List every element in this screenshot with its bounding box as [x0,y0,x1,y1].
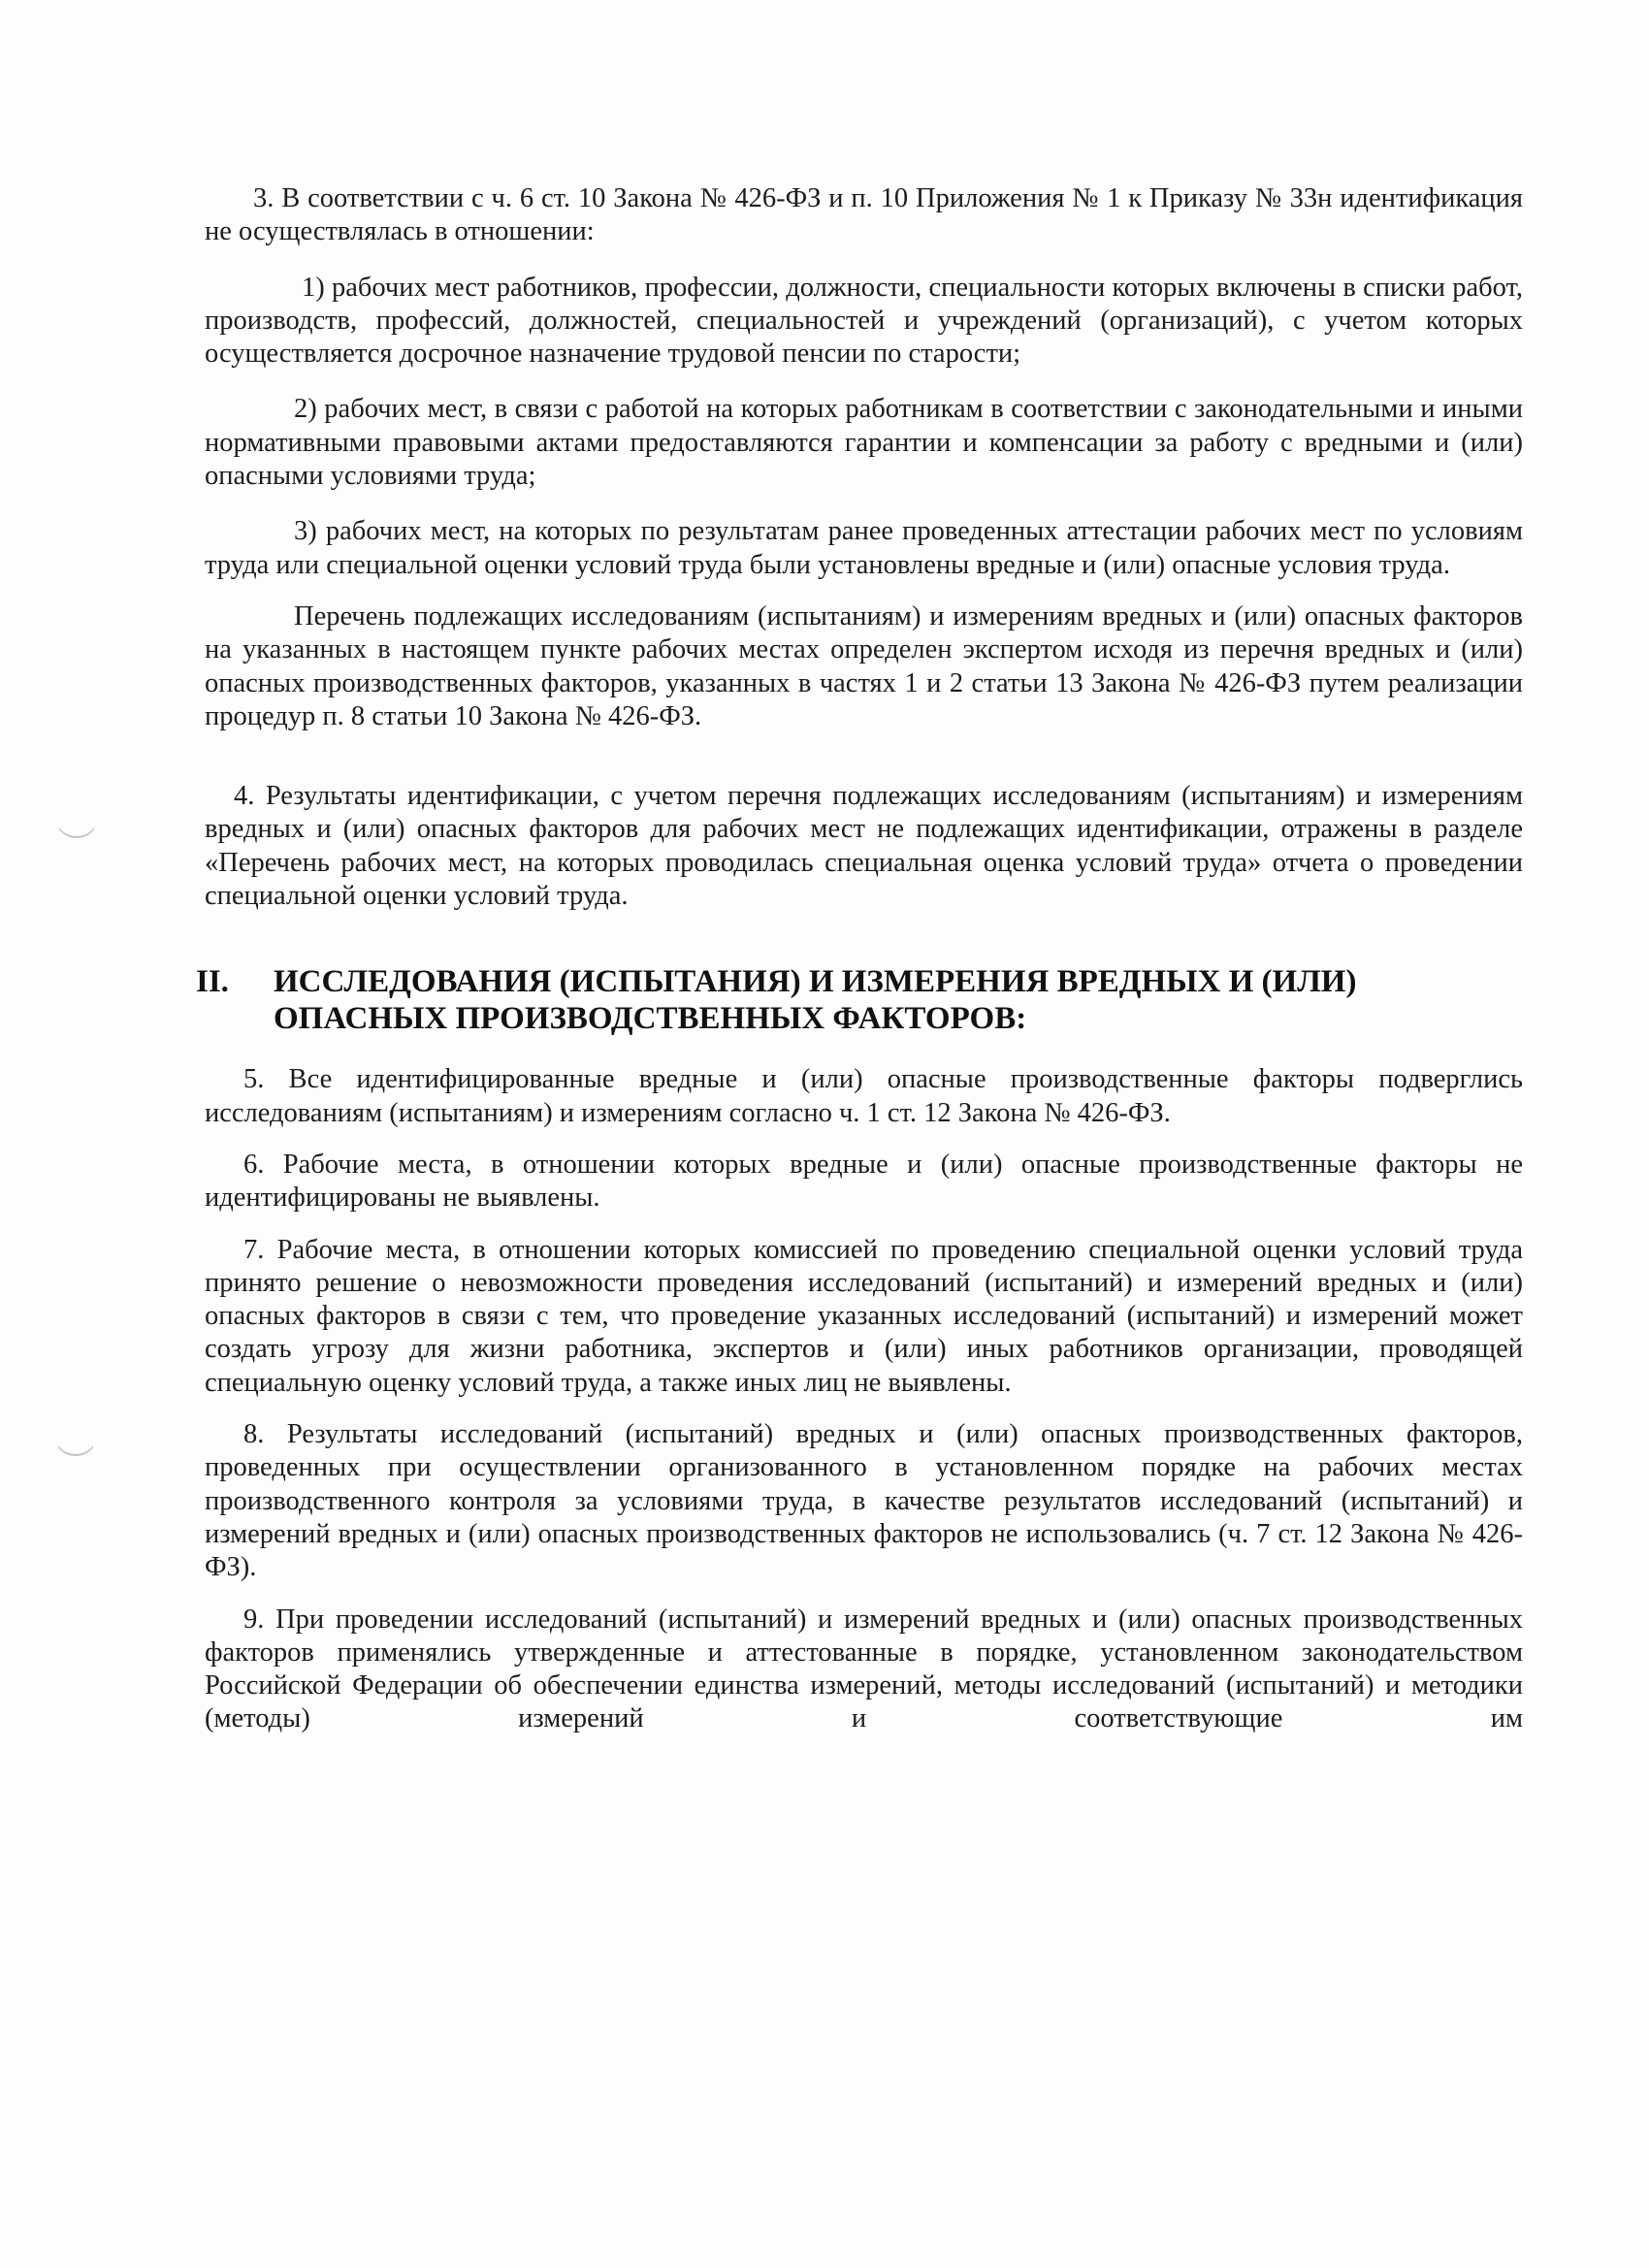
subitem-1: 1) рабочих мест работников, профессии, должности, специальности которых включены в списки работ, производств, профессий, должностей, специальностей и учреждений (организаций), с учетом которых осуществляется досрочное назначение трудовой пенсии по старости; [205,272,1523,370]
item-7: 7. Рабочие места, в отношении которых комиссией по проведению специальной оценки условий труда принято решение о невозможности проведения исследований (испытаний) и измерений вредных и (или) опасных факторов в связи с тем, что проведение указанных исследований (испытаний) и измерений может создать угрозу для жизни работника, экспертов и (или) иных работников организации, проводящей специальную оценку условий труда, а также иных лиц не выявлены. [205,1234,1523,1398]
item-3-intro: 3. В соответствии с ч. 6 ст. 10 Закона № 426-ФЗ и п. 10 Приложения № 1 к Приказу № 33н идентификация не осуществлялась в отношении: [205,183,1523,247]
item-5: 5. Все идентифицированные вредные и (или) опасные производственные факторы подверглись исследованиям (испытаниям) и измерениям согласно ч. 1 ст. 12 Закона № 426-ФЗ. [205,1064,1523,1128]
factors-list-paragraph: Перечень подлежащих исследованиям (испытаниям) и измерениям вредных и (или) опасных факторов на указанных в настоящем пункте рабочих местах определен экспертом исходя из перечня вредных и (или) опасных производственных факторов, указанных в частях 1 и 2 статьи 13 Закона № 426-ФЗ путем реализации процедур п. 8 статьи 10 Закона № 426-ФЗ. [205,600,1523,731]
section-title: ИССЛЕДОВАНИЯ (ИСПЫТАНИЯ) И ИЗМЕРЕНИЯ ВРЕДНЫХ И (ИЛИ) ОПАСНЫХ ПРОИЗВОДСТВЕННЫХ ФАКТОРОВ: [274,964,1357,1037]
subitem-2: 2) рабочих мест, в связи с работой на которых работникам в соответствии с законодательными и иными нормативными правовыми актами предоставляются гарантии и компенсации за работу с вредными и (или) опасными условиями труда; [205,394,1523,492]
subitem-3: 3) рабочих мест, на которых по результатам ранее проведенных аттестации рабочих мест по условиям труда или специальной оценки условий труда были установлены вредные и (или) опасные условия труда. [205,516,1523,580]
item-9: 9. При проведении исследований (испытаний) и измерений вредных и (или) опасных производственных факторов применялись утвержденные и аттестованные в порядке, установленном законодательством Российской Федерации об обеспечении единства измерений, методы исследований (испытаний) и методики (методы) измерений и соответствующие им [205,1604,1523,1734]
punch-hole-mark [54,794,99,838]
item-6: 6. Рабочие места, в отношении которых вредные и (или) опасные производственные факторы не идентифицированы не выявлены. [205,1149,1523,1214]
section-number: II. [196,964,229,1000]
item-4: 4. Результаты идентификации, с учетом перечня подлежащих исследованиям (испытаниям) и измерениям вредных и (или) опасных факторов для рабочих мест не подлежащих идентификации, отражены в разделе «Перечень рабочих мест, на которых проводилась специальная оценка условий труда» отчета о проведении специальной оценки условий труда. [205,781,1523,912]
punch-hole-mark [53,1411,98,1456]
item-8: 8. Результаты исследований (испытаний) вредных и (или) опасных производственных факторов, проведенных при осуществлении организованного в установленном порядке на рабочих местах производственного контроля за условиями труда, в качестве результатов исследований (испытаний) и измерений вредных и (или) опасных производственных факторов не использовались (ч. 7 ст. 12 Закона № 426-ФЗ). [205,1419,1523,1583]
section-heading [196,963,1523,1037]
document-body [196,182,1523,1736]
